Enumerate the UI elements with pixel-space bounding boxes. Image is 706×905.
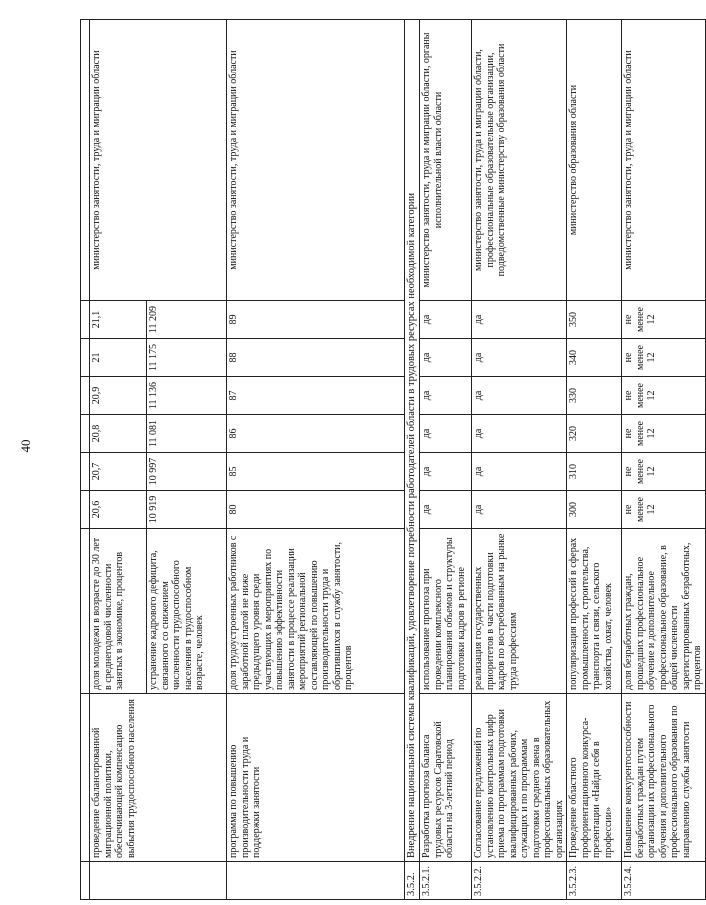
indicator-value: да	[472, 377, 567, 415]
row-number: 3.5.2.3.	[567, 862, 622, 900]
indicator-value: 20,9	[90, 377, 147, 415]
responsible-party: министерство занятости, труда и миграции области	[622, 20, 706, 301]
document-sheet	[80, 20, 703, 900]
indicator-description: доля трудоустроенных работников с заработной платой не ниже предыдущего уровня среди участвующих в мероприятиях по повышению эффективности занятости в процессе реализации мероприятий региональной составляющей по повышению производительности труда и обратившихся в службу занятости, процентов	[227, 529, 405, 694]
continued-header-row	[81, 20, 90, 900]
indicator-value: не менее 12	[622, 301, 706, 339]
indicator-value: 340	[567, 339, 622, 377]
indicator-value: да	[472, 301, 567, 339]
page-number: 40	[18, 439, 33, 453]
indicator-value: да	[472, 339, 567, 377]
indicator-value: да	[420, 453, 472, 491]
header-cell	[81, 529, 90, 694]
header-cell	[81, 301, 90, 339]
indicator-value: да	[472, 415, 567, 453]
header-cell	[81, 415, 90, 453]
indicator-value: 21,1	[90, 301, 147, 339]
indicator-value: 21	[90, 339, 147, 377]
indicator-description: популяризация профессий в сферах промышленности, строительства, транспорта и связи, сельского хозяйства, охват, человек	[567, 529, 622, 694]
indicator-value: 20,6	[90, 491, 147, 529]
indicator-description: доля безработных граждан, прошедших профессиональное обучение и дополнительное профессиональное образование, в общей численности зарегистрированных безработных, процентов	[622, 529, 706, 694]
header-cell	[81, 339, 90, 377]
responsible-party: министерство занятости, труда и миграции области, профессиональные образовательные организации, подведомственные министерству образования области	[472, 20, 567, 301]
header-cell	[81, 377, 90, 415]
responsible-party: министерство занятости, труда и миграции области	[227, 20, 405, 301]
header-cell	[81, 491, 90, 529]
indicator-value: 89	[227, 301, 405, 339]
row-number	[227, 862, 405, 900]
indicator-value: да	[472, 453, 567, 491]
indicator-value: 80	[227, 491, 405, 529]
table-row	[472, 20, 567, 900]
responsible-party: министерство образования области	[567, 20, 622, 301]
indicator-description: использование прогноза при проведении комплексного планирования объемов и структуры подготовки кадров в регионе	[420, 529, 472, 694]
indicator-value: да	[472, 491, 567, 529]
indicator-value: 88	[227, 339, 405, 377]
event-description: Повышение конкурентоспособности безработных граждан путем организации их профессионального обучения и дополнительного профессионального образования по направлению службы занятости	[622, 694, 706, 862]
indicator-value: да	[420, 415, 472, 453]
event-description: Согласование предложений по установлению контрольных цифр приема по программам подготовки квалифицированных рабочих, служащих и по программам подготовки среднего звена в профессиональных образовательных организациях	[472, 694, 567, 862]
indicator-value: 11 081	[147, 415, 227, 453]
indicator-value: да	[420, 339, 472, 377]
table-row	[622, 20, 706, 900]
indicator-value: да	[420, 301, 472, 339]
row-number: 3.5.2.1.	[420, 862, 472, 900]
indicator-value: да	[420, 377, 472, 415]
header-cell	[81, 862, 90, 900]
indicator-description: устранение кадрового дефицита, связанного со снижением численности трудоспособного населения в трудоспособном возрасте, человек	[147, 529, 227, 694]
indicator-value: 330	[567, 377, 622, 415]
indicator-value: 300	[567, 491, 622, 529]
row-number: 3.5.2.4.	[622, 862, 706, 900]
indicator-value: не менее 12	[622, 377, 706, 415]
indicator-value: не менее 12	[622, 415, 706, 453]
event-description: Разработка прогноза баланса трудовых ресурсов Саратовской области на 3-летний период	[420, 694, 472, 862]
indicator-value: 20,7	[90, 453, 147, 491]
section-number: 3.5.2.	[405, 862, 420, 900]
event-description: программа по повышению производительности труда и поддержки занятости	[227, 694, 405, 862]
indicator-value: да	[420, 491, 472, 529]
indicator-value: не менее 12	[622, 339, 706, 377]
row-number: 3.5.2.2.	[472, 862, 567, 900]
header-cell	[81, 20, 90, 301]
indicator-value: не менее 12	[622, 453, 706, 491]
indicator-value: 11 209	[147, 301, 227, 339]
indicator-value: 85	[227, 453, 405, 491]
row-number	[90, 862, 227, 900]
section-row	[405, 20, 420, 900]
responsible-party: министерство занятости, труда и миграции области, органы исполнительной власти области	[420, 20, 472, 301]
rotated-table-wrapper	[80, 20, 703, 900]
table-row	[90, 20, 147, 900]
event-description: проведение сбалансированной миграционной политики, обеспечивающей компенсацию выбытия трудоспособного населения	[90, 694, 227, 862]
event-description: Проведение областного профориентационного конкурса-презентации «Найди себя в профессии»	[567, 694, 622, 862]
indicator-value: 350	[567, 301, 622, 339]
section-title: Внедрение национальной системы квалификаций, удовлетворение потребности работодателей области в трудовых ресурсах необходимой категории	[405, 20, 420, 862]
indicator-value: 10 997	[147, 453, 227, 491]
indicator-value: 10 919	[147, 491, 227, 529]
indicator-value: 310	[567, 453, 622, 491]
indicator-value: 320	[567, 415, 622, 453]
indicator-value: 11 175	[147, 339, 227, 377]
indicator-value: 87	[227, 377, 405, 415]
measures-table	[80, 19, 706, 900]
indicator-value: 11 136	[147, 377, 227, 415]
header-cell	[81, 694, 90, 862]
table-row	[227, 20, 405, 900]
table-row	[420, 20, 472, 900]
responsible-party: министерство занятости, труда и миграции области	[90, 20, 227, 301]
indicator-value: 20,8	[90, 415, 147, 453]
table-row	[567, 20, 622, 900]
indicator-description: реализация государственных приоритетов в части подготовки кадров по востребованным на рынке труда профессиям	[472, 529, 567, 694]
indicator-value: 86	[227, 415, 405, 453]
header-cell	[81, 453, 90, 491]
indicator-description: доля молодежи в возрасте до 30 лет в среднегодовой численности занятых в экономике, процентов	[90, 529, 147, 694]
indicator-value: не менее 12	[622, 491, 706, 529]
